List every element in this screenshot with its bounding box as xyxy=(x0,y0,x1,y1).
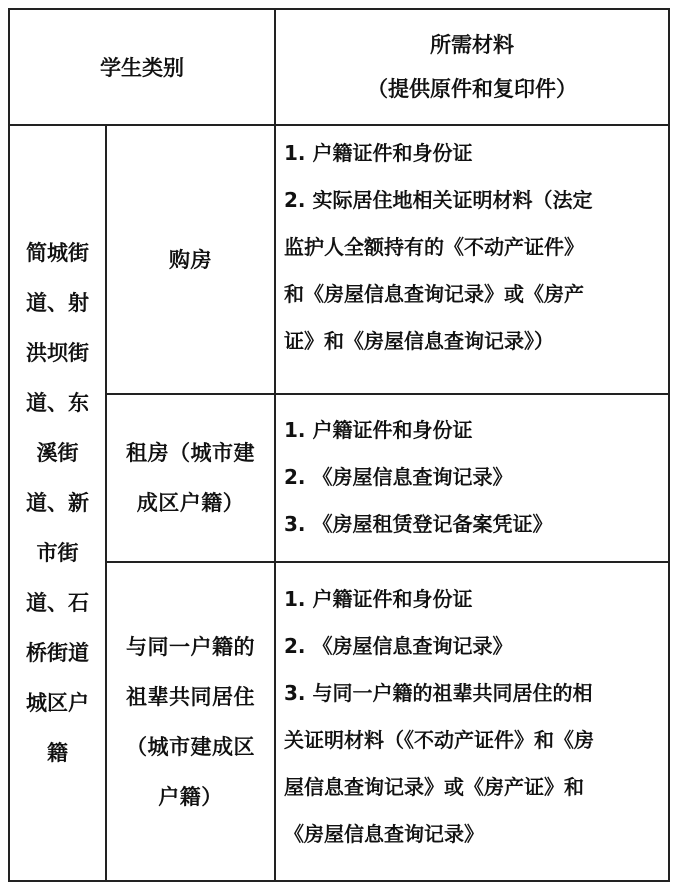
row-type-line: 与同一户籍的 xyxy=(126,634,255,659)
row-materials-cell-rent xyxy=(284,407,668,561)
row-type-line: （城市建成区 xyxy=(126,734,255,759)
region-line: 桥街道 xyxy=(26,641,89,665)
material-line: 2. 实际居住地相关证明材料（法定 xyxy=(284,188,593,212)
region-line: 道、新 xyxy=(26,491,89,515)
row-type-label xyxy=(126,622,255,822)
region-line: 城区户 xyxy=(26,691,89,715)
region-line: 道、射 xyxy=(26,291,89,315)
row-type-label xyxy=(169,235,212,285)
header-category-title: 学生类别 xyxy=(100,56,184,80)
material-line: 1. 户籍证件和身份证 xyxy=(284,141,473,165)
header-materials-cell xyxy=(276,10,668,124)
material-line: 和《房屋信息查询记录》或《房产 xyxy=(284,282,584,306)
material-line: 1. 户籍证件和身份证 xyxy=(284,587,473,611)
material-line: 1. 户籍证件和身份证 xyxy=(284,418,473,442)
header-materials-title: 所需材料 xyxy=(430,33,514,57)
material-line: 2. 《房屋信息查询记录》 xyxy=(284,634,513,658)
material-line: 《房屋信息查询记录》 xyxy=(284,822,484,846)
region-line: 籍 xyxy=(47,741,68,765)
column-divider-2 xyxy=(274,8,276,882)
region-line: 洪坝街 xyxy=(26,341,89,365)
material-line: 监护人全额持有的《不动产证件》 xyxy=(284,235,584,259)
region-line: 道、石 xyxy=(26,591,89,615)
row-type-cell-grandparents xyxy=(107,563,274,880)
row-type-label xyxy=(126,428,255,528)
header-materials-subtitle: （提供原件和复印件） xyxy=(367,77,577,101)
material-line: 2. 《房屋信息查询记录》 xyxy=(284,465,513,489)
row-materials-cell-grandparents xyxy=(284,576,668,880)
row-type-line: 户籍） xyxy=(158,784,223,809)
region-line: 简城街 xyxy=(26,241,89,265)
material-line: 3. 与同一户籍的祖辈共同居住的相 xyxy=(284,681,593,705)
row-materials-cell-purchase xyxy=(284,130,668,393)
material-line: 3. 《房屋租赁登记备案凭证》 xyxy=(284,512,553,536)
table-border-bottom xyxy=(8,880,670,882)
region-line: 市街 xyxy=(36,541,79,565)
table-border-right xyxy=(668,8,670,882)
row-type-line: 购房 xyxy=(169,247,212,272)
row-type-cell-purchase xyxy=(107,126,274,393)
material-line: 关证明材料（《不动产证件》和《房 xyxy=(284,728,594,752)
region-label xyxy=(26,228,89,778)
header-category-cell xyxy=(10,10,274,124)
material-line: 屋信息查询记录》或《房产证》和 xyxy=(284,775,584,799)
row-type-cell-rent xyxy=(107,395,274,561)
region-line: 溪街 xyxy=(36,441,79,465)
region-cell xyxy=(10,126,105,880)
row-type-line: 成区户籍） xyxy=(136,491,245,515)
region-line: 道、东 xyxy=(26,391,89,415)
material-line: 证》和《房屋信息查询记录》） xyxy=(284,329,554,353)
row-type-line: 租房（城市建 xyxy=(126,441,255,465)
row-type-line: 祖辈共同居住 xyxy=(126,684,255,709)
